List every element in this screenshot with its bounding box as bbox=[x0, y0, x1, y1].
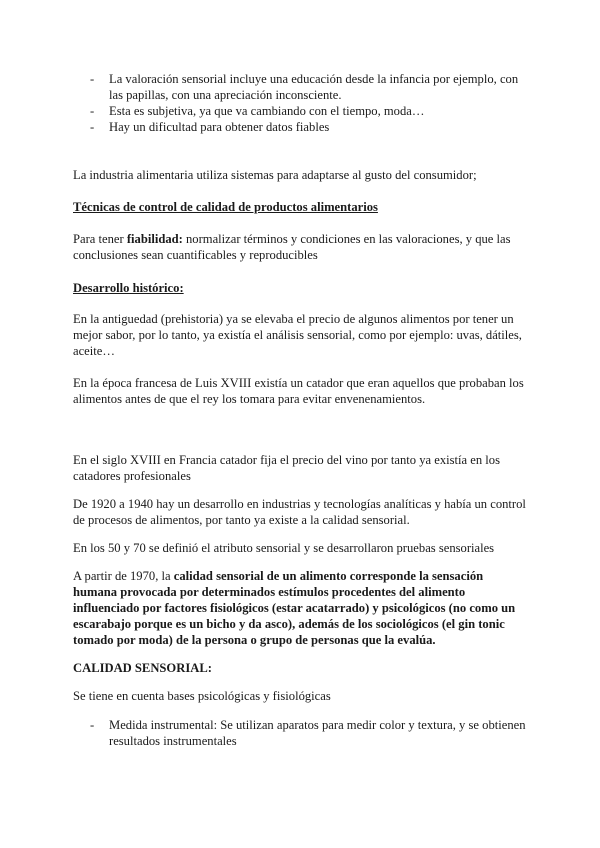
list-item bbox=[90, 717, 530, 749]
paragraph-antiguedad: En la antiguedad (prehistoria) ya se elevaba el precio de algunos alimentos por tener un mejor sabor, por lo tanto, ya existía el análisis sensorial, como por ejemplo: uvas, dátiles, aceite… bbox=[73, 312, 522, 358]
heading-calidad-sensorial: CALIDAD SENSORIAL: bbox=[73, 661, 212, 675]
paragraph-siglo: En el siglo XVIII en Francia catador fija el precio del vino por tanto ya existía en los catadores profesionales bbox=[73, 453, 500, 483]
bullet-dash: - bbox=[90, 120, 95, 134]
list-item bbox=[90, 71, 530, 103]
heading-tecnicas: Técnicas de control de calidad de productos alimentarios bbox=[73, 200, 378, 214]
list-item-text: Esta es subjetiva, ya que va cambiando con el tiempo, moda… bbox=[109, 104, 425, 118]
fiabilidad-bold: fiabilidad: bbox=[126, 232, 183, 246]
paragraph-1970 bbox=[73, 568, 529, 648]
p1970-bold: calidad sensorial de un alimento corresponde la sensación humana provocada por determinados estímulos procedentes del alimento influenciado por factores fisiológicos (estar acatarrado) y psicológicos (no como un escarabajo porque es un bicho y da asco), además de los sociológicos (el gin tonic tomado por moda) de la persona o grupo de personas que la evalúa. bbox=[73, 569, 516, 647]
paragraph-bases: Se tiene en cuenta bases psicológicas y fisiológicas bbox=[73, 689, 331, 703]
p1970-pre: A partir de 1970, la bbox=[73, 569, 174, 583]
bullet-dash: - bbox=[90, 718, 95, 732]
fiabilidad-pre: Para tener bbox=[73, 232, 127, 246]
bullet-dash: - bbox=[90, 72, 95, 86]
list-item-text: Medida instrumental: Se utilizan aparatos para medir color y textura, y se obtienen resultados instrumentales bbox=[109, 718, 526, 748]
paragraph-francesa: En la época francesa de Luis XVIII existía un catador que eran aquellos que probaban los alimentos antes de que el rey los tomara para evitar envenenamientos. bbox=[73, 376, 524, 406]
paragraph-fiabilidad bbox=[73, 231, 529, 263]
bullet-dash: - bbox=[90, 104, 95, 118]
heading-historico: Desarrollo histórico: bbox=[73, 281, 184, 295]
list-item-text: Hay un dificultad para obtener datos fiables bbox=[109, 120, 330, 134]
paragraph-industry: La industria alimentaria utiliza sistemas para adaptarse al gusto del consumidor; bbox=[73, 168, 477, 182]
fiabilidad-post: normalizar términos y condiciones en las valoraciones, y que las conclusiones sean cuantificables y reproducibles bbox=[73, 232, 511, 262]
paragraph-50-70: En los 50 y 70 se definió el atributo sensorial y se desarrollaron pruebas sensoriales bbox=[73, 541, 495, 555]
list-item bbox=[90, 103, 530, 119]
list-item bbox=[90, 119, 530, 135]
list-item-text: La valoración sensorial incluye una educación desde la infancia por ejemplo, con las papillas, con una apreciación inconsciente. bbox=[109, 72, 519, 102]
paragraph-1920: De 1920 a 1940 hay un desarrollo en industrias y tecnologías analíticas y había un control de procesos de alimentos, por tanto ya existe a la calidad sensorial. bbox=[73, 497, 526, 527]
